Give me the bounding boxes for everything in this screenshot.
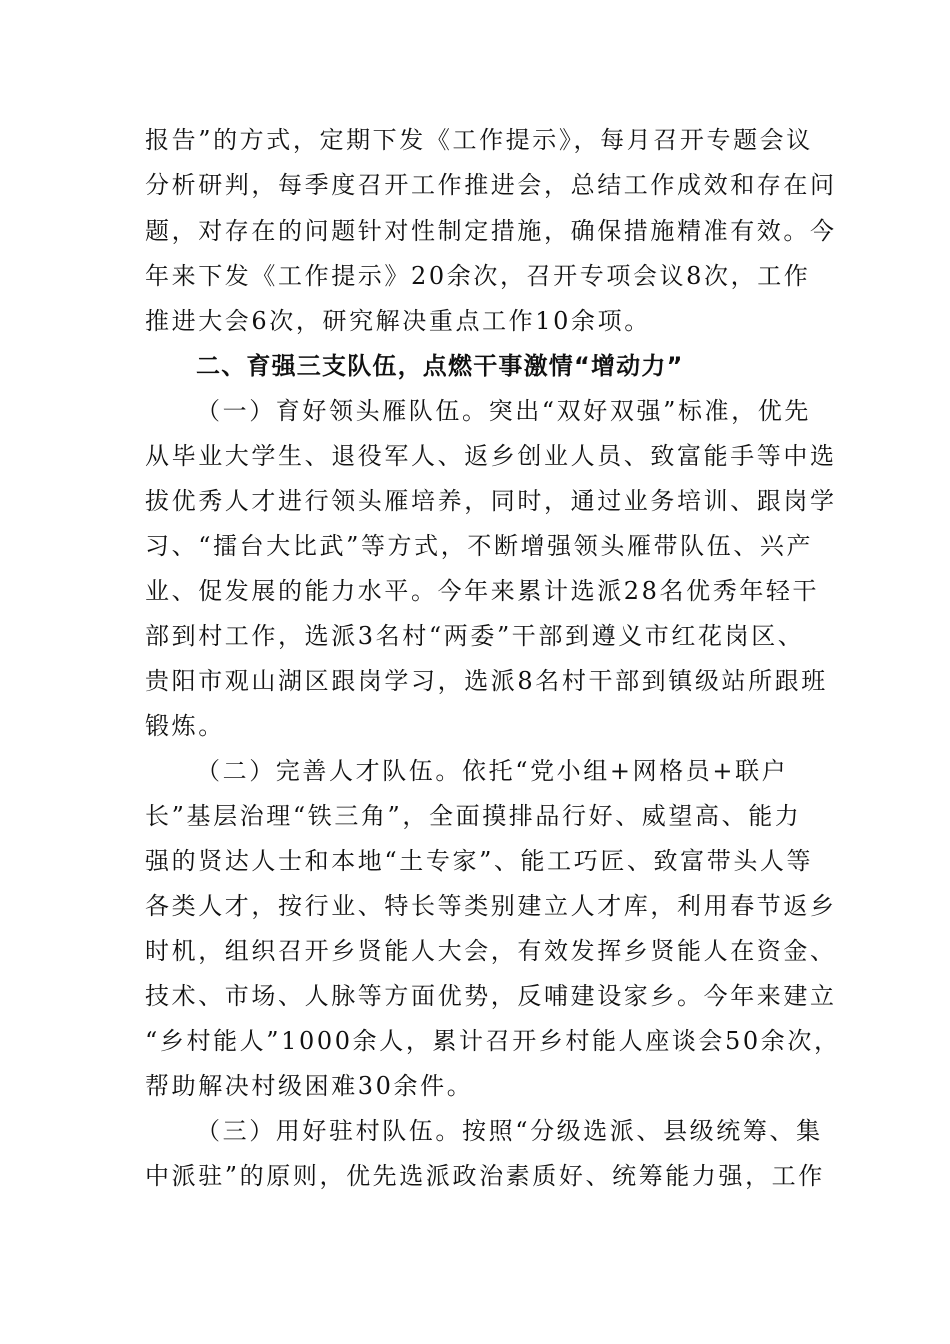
- paragraph-first-line: （二）完善人才队伍。依托“党小组+网格员+联户: [196, 757, 789, 785]
- body-line: 帮助解决村级困难30余件。: [145, 1072, 474, 1100]
- body-line: 中派驻”的原则，优先选派政治素质好、统筹能力强，工作: [145, 1162, 825, 1190]
- body-line: 推进大会6次，研究解决重点工作10余项。: [145, 307, 651, 335]
- body-line: 锻炼。: [145, 712, 225, 740]
- paragraph-first-line: （一）育好领头雁队伍。突出“双好双强”标准，优先: [196, 397, 811, 425]
- body-line: 分析研判，每季度召开工作推进会，总结工作成效和存在问: [145, 171, 837, 199]
- body-line: 年来下发《工作提示》20余次，召开专项会议8次，工作: [145, 262, 811, 290]
- paragraph-first-line: （三）用好驻村队伍。按照“分级选派、县级统筹、集: [196, 1117, 823, 1145]
- body-line: 从毕业大学生、退役军人、返乡创业人员、致富能手等中选: [145, 442, 837, 470]
- body-line: 长”基层治理“铁三角”，全面摸排品行好、威望高、能力: [145, 802, 802, 830]
- body-line: 业、促发展的能力水平。今年来累计选派28名优秀年轻干: [145, 577, 820, 605]
- body-line: “乡村能人”1000余人，累计召开乡村能人座谈会50余次，: [145, 1027, 841, 1055]
- body-line: 技术、市场、人脉等方面优势，反哺建设家乡。今年来建立: [145, 982, 837, 1010]
- section-heading: 二、育强三支队伍，点燃干事激情“增动力”: [196, 352, 684, 380]
- body-line: 贵阳市观山湖区跟岗学习，选派8名村干部到镇级站所跟班: [145, 667, 828, 695]
- body-line: 时机，组织召开乡贤能人大会，有效发挥乡贤能人在资金、: [145, 937, 837, 965]
- body-line: 习、“擂台大比武”等方式，不断增强领头雁带队伍、兴产: [145, 532, 814, 560]
- body-line: 报告”的方式，定期下发《工作提示》，每月召开专题会议: [145, 126, 813, 154]
- body-line: 强的贤达人士和本地“土专家”、能工巧匠、致富带头人等: [145, 847, 814, 875]
- body-line: 各类人才，按行业、特长等类别建立人才库，利用春节返乡: [145, 892, 837, 920]
- body-line: 部到村工作，选派3名村“两委”干部到遵义市红花岗区、: [145, 622, 805, 650]
- body-line: 题，对存在的问题针对性制定措施，确保措施精准有效。今: [145, 217, 837, 245]
- body-line: 拔优秀人才进行领头雁培养，同时，通过业务培训、跟岗学: [145, 487, 837, 515]
